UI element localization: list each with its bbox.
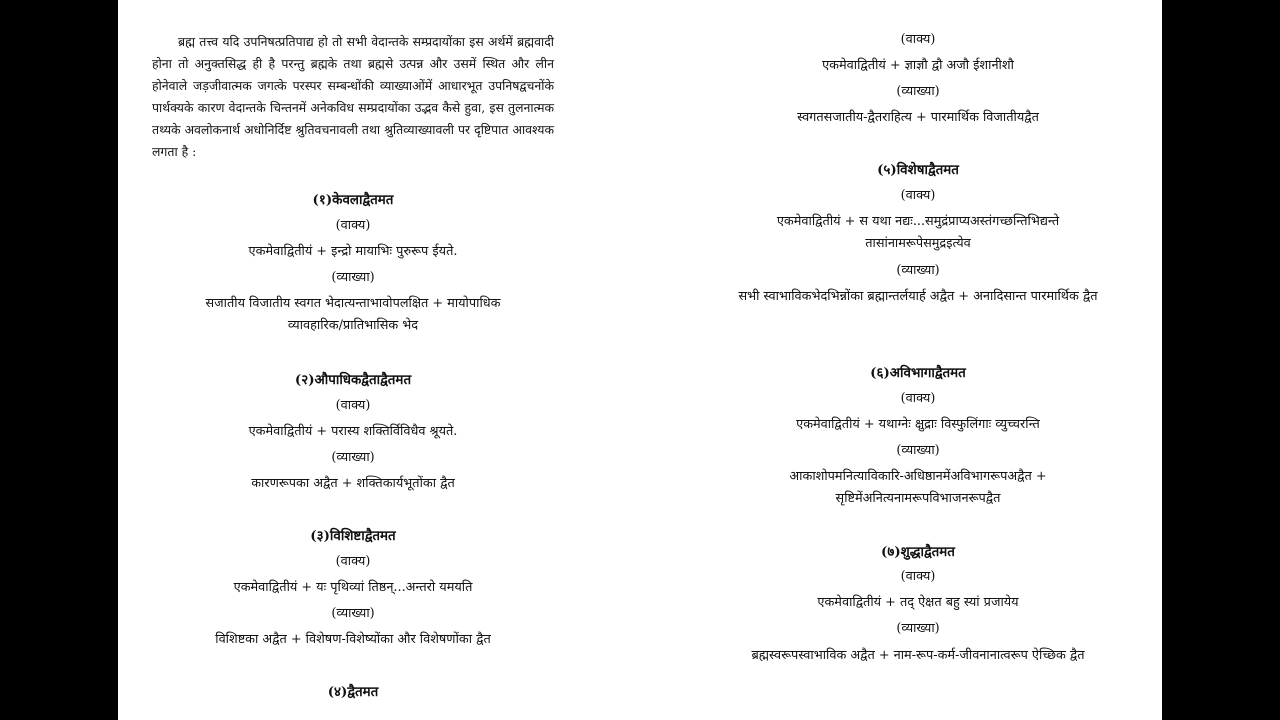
section-heading: (२)औपाधिकद्वैताद्वैतमत bbox=[294, 372, 412, 388]
vakya-label: (वाक्य) bbox=[900, 32, 936, 47]
vakya-label: (वाक्य) bbox=[900, 188, 936, 203]
section-heading: (१)केवलाद्वैतमत bbox=[312, 192, 394, 208]
vyakhya-label: (व्याख्या) bbox=[896, 263, 940, 278]
vyakhya-label: (व्याख्या) bbox=[331, 450, 375, 465]
vakya-label: (वाक्य) bbox=[335, 398, 371, 413]
vakya-text: एकमेवाद्वितीयं + यः पृथिव्यां तिष्ठन्...अन्तरो यमयति bbox=[233, 580, 473, 595]
vyakhya-label: (व्याख्या) bbox=[896, 84, 940, 99]
vyakhya-text: सभी स्वाभाविकभेदभिन्नोंका ब्रह्मान्तर्लयार्ह अद्वैत + अनादिसान्त पारमार्थिक द्वैत bbox=[738, 289, 1098, 304]
vyakhya-text: सजातीय विजातीय स्वगत भेदात्यन्ताभावोपलक्षित + मायोपाधिक व्यावहारिक/प्रातिभासिक भेद bbox=[205, 296, 501, 333]
vakya-text: एकमेवाद्वितीयं + परास्य शक्तिर्विविधैव श्रूयते. bbox=[248, 424, 458, 439]
vyakhya-text: विशिष्टका अद्वैत + विशेषण-विशेष्योंका और विशेषणोंका द्वैत bbox=[215, 632, 491, 647]
vakya-text: एकमेवाद्वितीयं + यथाग्नेः क्षुद्राः विस्फुलिंगाः व्युच्चरन्ति bbox=[796, 417, 1040, 432]
vakya-label: (वाक्य) bbox=[335, 218, 371, 233]
vyakhya-text: स्वगतसजातीय-द्वैतराहित्य + पारमार्थिक विजातीयद्वैत bbox=[797, 110, 1039, 125]
vyakhya-label: (व्याख्या) bbox=[896, 443, 940, 458]
section-heading: (३)विशिष्टाद्वैतमत bbox=[310, 528, 396, 544]
document-page bbox=[118, 0, 1162, 720]
vyakhya-label: (व्याख्या) bbox=[331, 270, 375, 285]
vyakhya-text: आकाशोपमनित्याविकारि-अधिष्ठानमेंअविभागरूपअद्वैत + सृष्टिमेंअनित्यनामरूपविभाजनरूपद्वैत bbox=[789, 469, 1047, 506]
vakya-text: एकमेवाद्वितीयं + ज्ञाज्ञौ द्वौ अजौ ईशानीशौ bbox=[822, 58, 1014, 73]
vyakhya-label: (व्याख्या) bbox=[331, 606, 375, 621]
vakya-label: (वाक्य) bbox=[900, 569, 936, 584]
vakya-label: (वाक्य) bbox=[335, 554, 371, 569]
vyakhya-text: कारणरूपका अद्वैत + शक्तिकार्यभूतोंका द्वैत bbox=[251, 476, 455, 491]
vakya-text: एकमेवाद्वितीयं + तद् ऐक्षत बहु स्यां प्रजायेय bbox=[817, 595, 1019, 610]
section-heading: (६)अविभागाद्वैतमत bbox=[870, 365, 966, 381]
intro-paragraph: ब्रह्म तत्त्व यदि उपनिषत्प्रतिपाद्य हो तो सभी वेदान्तके सम्प्रदायोंका इस अर्थमें ब्रह्मवादी होना तो अनुक्तसिद्ध ही है परन्तु ब्रह्मके तथा ब्रह्मसे उत्पन्न और उसमें स्थित और लीन होनेवाले जड़जीवात्मक जगत्के परस्पर सम्बन्धोंकी व्याख्याओंमें आधारभूत उपनिषद्वचनोंके पार्थक्यके कारण वेदान्तके चिन्तनमें अनेकविध सम्प्रदायोंका उद्भव कैसे हुवा, इस तुलनात्मक तथ्यके अवलोकनार्थ अधोनिर्दिष्ट श्रुतिवचनावली तथा श्रुतिव्याख्यावली पर दृष्टिपात आवश्यक लगता है : bbox=[152, 34, 554, 159]
section-heading: (७)शुद्धाद्वैतमत bbox=[881, 544, 955, 560]
section-heading: (४)द्वैतमत bbox=[327, 684, 379, 700]
vakya-label: (वाक्य) bbox=[900, 391, 936, 406]
vyakhya-text: ब्रह्मस्वरूपस्वाभाविक अद्वैत + नाम-रूप-कर्म-जीवनानात्वरूप ऐच्छिक द्वैत bbox=[751, 648, 1085, 663]
vyakhya-label: (व्याख्या) bbox=[896, 621, 940, 636]
vakya-text: एकमेवाद्वितीयं + इन्द्रो मायाभिः पुरुरूप ईयते. bbox=[248, 244, 458, 259]
section-heading: (५)विशेषाद्वैतमत bbox=[877, 162, 959, 178]
vakya-text: एकमेवाद्वितीयं + स यथा नद्यः...समुद्रंप्राप्यअस्तंगच्छन्तिभिद्यन्ते तासांनामरूपेसमुद्रइत्येव bbox=[776, 214, 1060, 251]
